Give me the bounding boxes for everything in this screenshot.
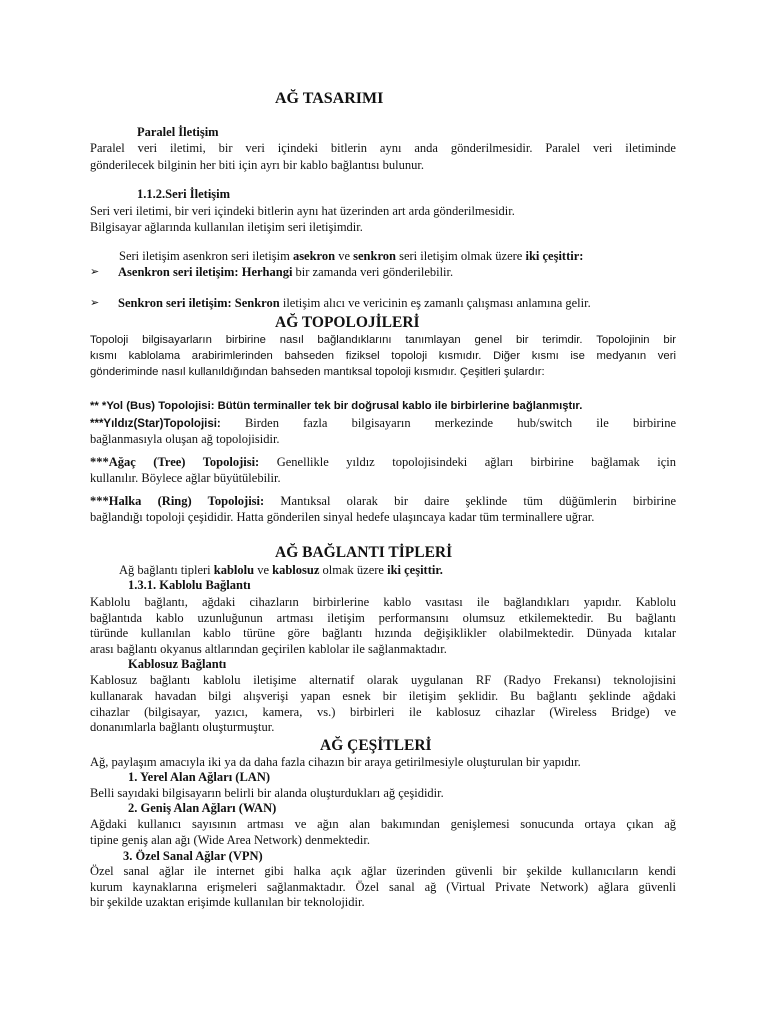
topoloji-heading: AĞ TOPOLOJİLERİ: [275, 314, 420, 331]
baglanti-intro: Ağ bağlantı tipleri kablolu ve kablosuz olmak üzere iki çeşittir.: [119, 563, 443, 577]
seri-intro: Seri iletişim asenkron seri iletişim asekron ve senkron seri iletişim olmak üzere iki çeşittir:: [119, 249, 584, 263]
kablosuz-line-3: cihazlar (bilgisayar, yazıcı, kamera, vs.) birbirleri ile kablosuz cihazlar (Wireless Bridge) ve: [90, 705, 676, 719]
wan-line-1: Ağdaki kullanıcı sayısının artması ve ağın alan bakımından genişlemesi sonucunda ortaya çıkan ağ: [90, 817, 676, 831]
topoloji-intro-2: kısmı kablolama arabirimlerinden bahseden fiziksel topoloji kısmıdır. Diğer kısmı ise medyanın veri: [90, 350, 676, 362]
wan-heading: 2. Geniş Alan Ağları (WAN): [128, 801, 277, 815]
kablosuz-line-2: kullanarak havadan bilgi alışverişi yapan esnek bir iletişim şeklidir. Bu bağlantı şeklinde ağdaki: [90, 689, 676, 703]
lan-text: Belli sayıdaki bilgisayarın belirli bir alanda oluşturdukları ağ çeşididir.: [90, 786, 444, 800]
ring-topology-line-2: bağlandığı topoloji çeşididir. Hatta gönderilen sinyal hedefe ulaşıncaya kadar tüm terminallere uğrar.: [90, 510, 595, 524]
bus-topology: ** *Yol (Bus) Topolojisi: Bütün terminaller tek bir doğrusal kablo ile birbirlerine bağlanmıştır.: [90, 400, 583, 412]
arrow-bullet-icon: ➢: [90, 265, 100, 278]
document-title: AĞ TASARIMI: [275, 90, 384, 107]
kablosuz-line-4: donanımlarla bağlantı oluşturmuştur.: [90, 720, 275, 734]
topoloji-intro-3: gönderiminde nasıl kullanıldığından bahseden mantıksal topoloji kısmıdır. Çeşitleri şulardır:: [90, 366, 545, 378]
lan-heading: 1. Yerel Alan Ağları (LAN): [128, 770, 271, 784]
ring-topology-line-1: ***Halka (Ring) Topolojisi: Mantıksal olarak bir daire şeklinde tüm düğümlerin birbirine: [90, 494, 676, 508]
seri-line-1: Seri veri iletimi, bir veri içindeki bitlerin aynı hat üzerinden art arda gönderilmesidir.: [90, 204, 515, 218]
paralel-line-2: gönderilecek bilginin her biti için ayrı bir kablo bağlantısı bulunur.: [90, 158, 424, 172]
kablolu-line-4: arası bağlantı okyanus altlarından geçirilen kablolar ile sağlanmaktadır.: [90, 642, 447, 656]
kablolu-line-3: türünde kullanılan kablo türüne göre bağlantı hızında değişiklikler olabilmektedir. Dünyada kıtalar: [90, 626, 676, 640]
kablolu-line-2: bağlantıda kablo uzunluğunun artması iletişim performansını olumsuz etkilemektedir. Bu bağlantı: [90, 611, 676, 625]
kablolu-heading: 1.3.1. Kablolu Bağlantı: [128, 578, 251, 592]
arrow-bullet-icon: ➢: [90, 296, 100, 309]
cesitler-intro: Ağ, paylaşım amacıyla iki ya da daha fazla cihazın bir araya getirilmesiyle oluşturulan bir yapıdır.: [90, 755, 581, 769]
list-item: ➢ Asenkron seri iletişim: Herhangi bir zamanda veri gönderilebilir.: [90, 265, 454, 279]
topoloji-intro-1: Topoloji bilgisayarların birbirine nasıl bağlandıklarını tanımlayan genel bir terimdir. Topolojinin bir: [90, 334, 676, 346]
seri-heading: 1.1.2.Seri İletişim: [137, 187, 231, 201]
baglanti-heading: AĞ BAĞLANTI TİPLERİ: [275, 544, 453, 561]
kablosuz-line-1: Kablosuz bağlantı kablolu iletişime alternatif olarak uygulanan RF (Radyo Frekansı) teknolojisini: [90, 673, 676, 687]
tree-topology-line-1: ***Ağaç (Tree) Topolojisi: Genellikle yıldız topolojisindeki ağları birbirine bağlamak için: [90, 455, 676, 469]
kablosuz-heading: Kablosuz Bağlantı: [128, 657, 227, 671]
seri-line-2: Bilgisayar ağlarında kullanılan iletişim seri iletişimdir.: [90, 220, 363, 234]
vpn-line-2: kurum kaynaklarına erişmeleri sağlanmaktadır. Özel sanal ağ (Virtual Private Network) ağlara güvenli: [90, 880, 676, 894]
star-topology-line-2: bağlanmasıyla oluşan ağ topolojisidir.: [90, 432, 280, 446]
wan-line-2: tipine geniş alan ağı (Wide Area Network) denmektedir.: [90, 833, 370, 847]
cesitler-heading: AĞ ÇEŞİTLERİ: [320, 737, 432, 754]
list-item: ➢ Senkron seri iletişim: Senkron iletişim alıcı ve vericinin eş zamanlı çalışması anlamına gelir.: [90, 296, 591, 310]
tree-topology-line-2: kullanılır. Böylece ağlar büyütülebilir.: [90, 471, 281, 485]
vpn-heading: 3. Özel Sanal Ağlar (VPN): [123, 849, 263, 863]
paralel-heading: Paralel İletişim: [137, 125, 219, 139]
vpn-line-1: Özel sanal ağlar ile internet gibi halka açık ağlar üzerinden güvenli bir şekilde kullanıcıların kendi: [90, 864, 676, 878]
star-topology-line-1: ***Yıldız(Star)Topolojisi: Birden fazla bilgisayarın merkezinde hub/switch ile birbirine: [90, 416, 676, 430]
kablolu-line-1: Kablolu bağlantı, ağdaki cihazların birbirlerine kablo vasıtası ile bağlandıkları yapıdır. Kablolu: [90, 595, 676, 609]
paralel-line-1: Paralel veri iletimi, bir veri içindeki bitlerin aynı anda gönderilmesidir. Paralel veri iletiminde: [90, 141, 676, 155]
vpn-line-3: bir şekilde uzaktan erişimde kullanılan bir teknolojidir.: [90, 895, 365, 909]
